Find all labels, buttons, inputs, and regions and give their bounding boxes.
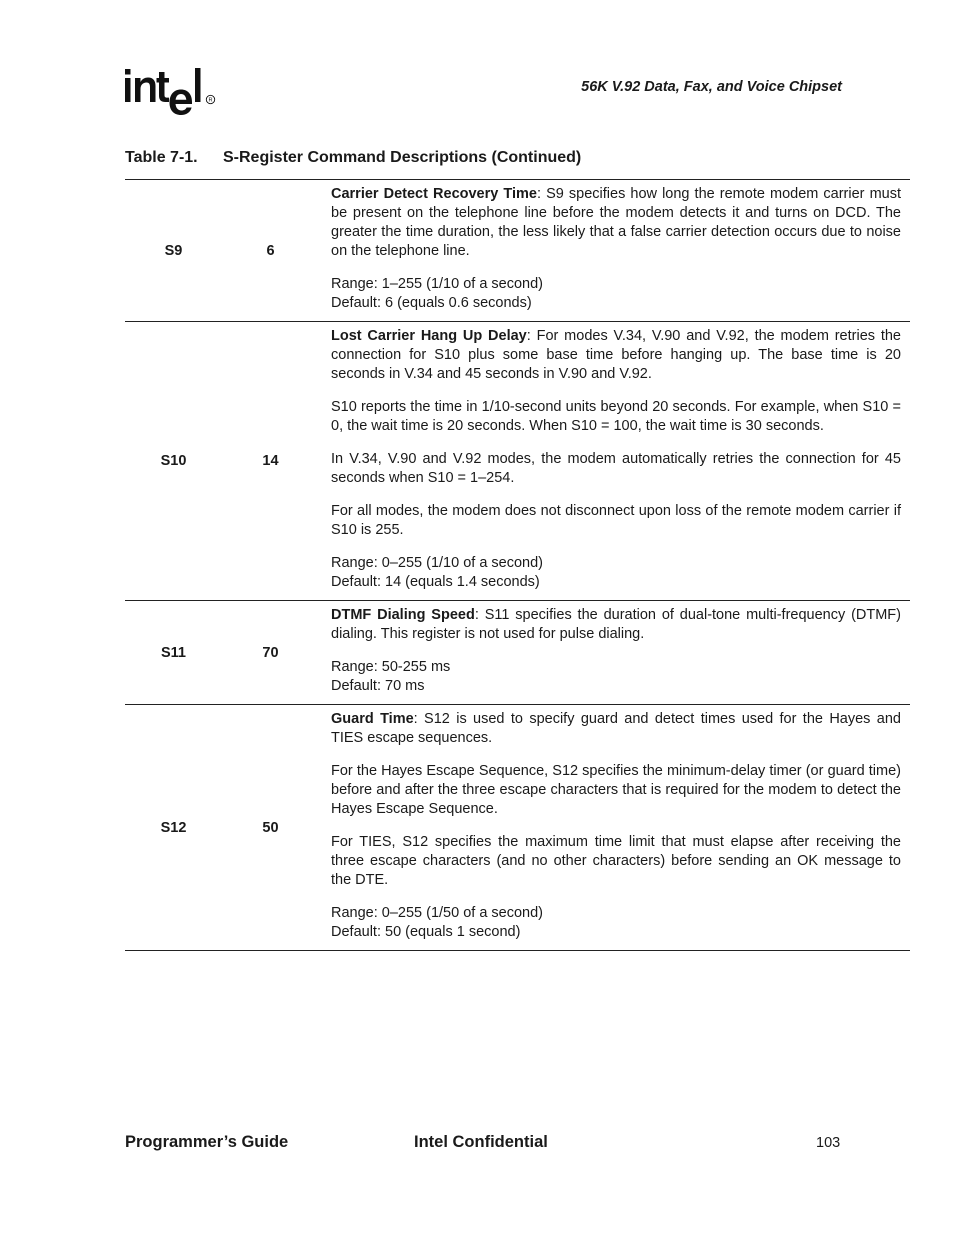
range-default-block — [331, 275, 901, 313]
description-paragraph — [331, 710, 901, 748]
footer-confidential: Intel Confidential — [414, 1133, 548, 1151]
description-paragraph — [331, 606, 901, 644]
table-caption — [125, 149, 581, 167]
register-default: 14 — [222, 322, 319, 601]
range-text: Range: 50-255 ms — [331, 659, 451, 675]
table-row — [125, 322, 910, 601]
description-paragraph — [331, 185, 901, 261]
paragraph-text: For all modes, the modem does not disconnect upon loss of the remote modem carrier if S10 is 255. — [331, 503, 901, 538]
register-description — [319, 322, 910, 601]
register-default: 70 — [222, 601, 319, 705]
default-text: Default: 50 (equals 1 second) — [331, 924, 521, 940]
default-text: Default: 6 (equals 0.6 seconds) — [331, 295, 532, 311]
paragraph-text: : S12 is used to specify guard and detect times used for the Hayes and TIES escape sequences. — [331, 711, 901, 746]
paragraph-text: S10 reports the time in 1/10-second units beyond 20 seconds. For example, when S10 = 0, the wait time is 20 seconds. When S10 = 100, the wait time is 30 seconds. — [331, 399, 901, 434]
register-term: Lost Carrier Hang Up Delay — [331, 328, 527, 344]
description-paragraph — [331, 450, 901, 488]
range-text: Range: 0–255 (1/50 of a second) — [331, 905, 544, 921]
table-number: Table 7-1. — [125, 149, 198, 166]
description-paragraph — [331, 833, 901, 890]
range-text: Range: 1–255 (1/10 of a second) — [331, 276, 544, 292]
table-row — [125, 180, 910, 322]
s-register-table — [125, 179, 910, 951]
footer-guide-name: Programmer’s Guide — [125, 1133, 289, 1151]
description-paragraph — [331, 762, 901, 819]
table-row — [125, 601, 910, 705]
register-term: Guard Time — [331, 711, 414, 727]
range-text: Range: 0–255 (1/10 of a second) — [331, 555, 544, 571]
register-term: DTMF Dialing Speed — [331, 607, 475, 623]
table-title: S-Register Command Descriptions (Continued) — [223, 149, 582, 166]
register-name: S10 — [125, 322, 222, 601]
intel-logo — [122, 58, 222, 118]
register-term: Carrier Detect Recovery Time — [331, 186, 537, 202]
description-paragraph — [331, 502, 901, 540]
register-description — [319, 180, 910, 322]
range-default-block — [331, 658, 901, 696]
page-number: 103 — [816, 1135, 841, 1151]
table-row — [125, 705, 910, 951]
document-title: 56K V.92 Data, Fax, and Voice Chipset — [581, 79, 842, 95]
register-name: S11 — [125, 601, 222, 705]
description-paragraph — [331, 398, 901, 436]
register-description — [319, 705, 910, 951]
paragraph-text: For TIES, S12 specifies the maximum time limit that must elapse after receiving the three escape characters (and no other characters) before sending an OK message to the DTE. — [331, 834, 901, 888]
paragraph-text: : S11 specifies the duration of dual-tone multi-frequency (DTMF) dialing. This register is not used for pulse dialing. — [331, 607, 901, 642]
description-paragraph — [331, 327, 901, 384]
default-text: Default: 70 ms — [331, 678, 425, 694]
register-description — [319, 601, 910, 705]
default-text: Default: 14 (equals 1.4 seconds) — [331, 574, 540, 590]
register-default: 6 — [222, 180, 319, 322]
paragraph-text: In V.34, V.90 and V.92 modes, the modem automatically retries the connection for 45 seconds when S10 = 1–254. — [331, 451, 901, 486]
svg-text:R: R — [208, 97, 213, 104]
paragraph-text: For the Hayes Escape Sequence, S12 specifies the minimum-delay timer (or guard time) before and after the three escape characters that is required for the modem to detect the Hayes Escape Sequence. — [331, 763, 901, 817]
register-name: S12 — [125, 705, 222, 951]
range-default-block — [331, 904, 901, 942]
register-default: 50 — [222, 705, 319, 951]
register-name: S9 — [125, 180, 222, 322]
paragraph-text: : S9 specifies how long the remote modem carrier must be present on the telephone line before the modem detects it and turns on DCD. The greater the time duration, the less likely that a false carrier detection occurs due to noise on the telephone line. — [331, 186, 901, 259]
paragraph-text: : For modes V.34, V.90 and V.92, the modem retries the connection for S10 plus some base time before hanging up. The base time is 20 seconds in V.34 and 45 seconds in V.90 and V.92. — [331, 328, 901, 382]
range-default-block — [331, 554, 901, 592]
